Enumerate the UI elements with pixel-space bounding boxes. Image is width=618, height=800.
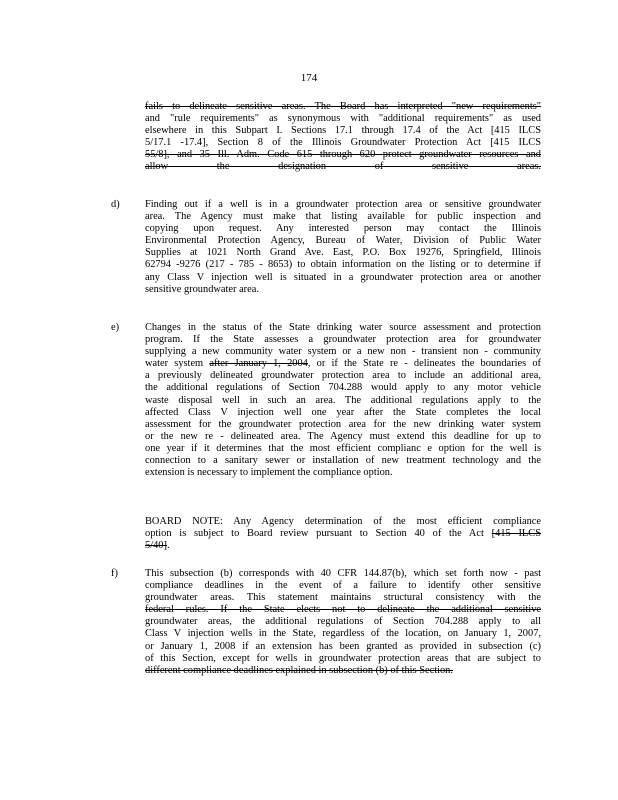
item-label-e: e) bbox=[111, 322, 120, 333]
text-line: program. If the State assesses a groundwater protection area for groundwater bbox=[145, 334, 541, 346]
text-span: water system bbox=[145, 358, 210, 370]
struck-text: federal rules. If the State elects not to delineate the additional sensitive bbox=[145, 604, 541, 616]
text-line: Supplies at 1021 North Grand Ave. East, P.O. Box 19276, Springfield, Illinois bbox=[145, 247, 541, 259]
text-line: or January 1, 2008 if an extension has been granted as provided in subsection (c) bbox=[145, 640, 541, 652]
text-line: one year if it determines that the most efficient complianc e option for the well is bbox=[145, 442, 541, 454]
text-line: Class V injection wells in the State, regardless of the location, on January 1, 2007, bbox=[145, 628, 541, 640]
text-line: waste disposal well in such an area. The additional regulations apply to the bbox=[145, 394, 541, 406]
text-line: 5/17.1 -17.4], Section 8 of the Illinois Groundwater Protection Act [415 ILCS bbox=[145, 137, 541, 149]
text-line: assessment for the groundwater protection area for the new drinking water system bbox=[145, 418, 541, 430]
item-label-d: d) bbox=[111, 199, 120, 210]
struck-text: 5/40] bbox=[145, 540, 167, 552]
paragraph-d bbox=[145, 199, 541, 296]
text-span: , or if the State re - delineates the boundaries of bbox=[307, 358, 541, 370]
text-line: of this Section, except for wells in groundwater protection areas that are subject to bbox=[145, 652, 541, 664]
page-number: 174 bbox=[300, 72, 318, 84]
text-line: copying upon request. Any interested person may contact the Illinois bbox=[145, 223, 541, 235]
text-line: connection to a sanitary sewer or installation of new treatment technology and the bbox=[145, 455, 541, 467]
text-line: Environmental Protection Agency, Bureau of Water, Division of Public Water bbox=[145, 235, 541, 247]
intro-paragraph bbox=[145, 101, 541, 174]
text-span: option is subject to Board review pursuant to Section 40 of the Act bbox=[145, 528, 492, 540]
text-line: extension is necessary to implement the compliance option. bbox=[145, 467, 393, 479]
board-note bbox=[145, 516, 541, 552]
text-line bbox=[145, 604, 541, 616]
text-line: area. The Agency must make that listing available for public inspection and bbox=[145, 211, 541, 223]
text-line bbox=[145, 665, 541, 677]
text-line: 55/8], and 35 Ill. Adm. Code 615 through 620 protect groundwater resources and bbox=[145, 149, 541, 161]
text-line: the additional regulations of Section 704.288 would apply to any motor vehicle bbox=[145, 382, 541, 394]
text-line: compliance deadlines in the event of a failure to identify other sensitive bbox=[145, 580, 541, 592]
text-line: 62794 -9276 (217 - 785 - 8653) to obtain information on the listing or to determine if bbox=[145, 259, 541, 271]
paragraph-e bbox=[145, 322, 541, 479]
text-line: groundwater areas. This statement maintains structural consistency with the bbox=[145, 592, 541, 604]
text-line: affected Class V injection well one year after the State completes the local bbox=[145, 406, 541, 418]
struck-text: different compliance deadlines explained in subsection (b) of this Section. bbox=[145, 664, 453, 676]
text-line: and "rule requirements" as synonymous with "additional requirements" as used bbox=[145, 113, 541, 125]
text-line: allow the designation of sensitive areas. bbox=[145, 161, 541, 173]
text-line: fails to delineate sensitive areas. The Board has interpreted "new requirements" bbox=[145, 101, 541, 112]
struck-text: after January 1, 2004 bbox=[209, 358, 308, 370]
text-line: BOARD NOTE: Any Agency determination of the most efficient compliance bbox=[145, 516, 541, 527]
text-line: elsewhere in this Subpart I. Sections 17.1 through 17.4 of the Act [415 ILCS bbox=[145, 125, 541, 137]
paragraph-f bbox=[145, 568, 541, 677]
item-label-f: f) bbox=[111, 568, 118, 579]
text-line bbox=[145, 528, 541, 540]
text-span: . bbox=[166, 540, 170, 552]
text-line bbox=[145, 540, 541, 552]
text-line: supplying a new community water system or a new non - transient non - community bbox=[145, 346, 541, 358]
text-line: a previously delineated groundwater protection area to include an additional area, bbox=[145, 370, 541, 382]
struck-text: [415 ILCS bbox=[491, 528, 541, 540]
text-line: sensitive groundwater area. bbox=[145, 283, 259, 295]
text-line bbox=[145, 358, 541, 370]
text-line: or the new re - delineated area. The Agency must extend this deadline for up to bbox=[145, 430, 541, 442]
text-line: groundwater areas, the additional regulations of Section 704.288 apply to all bbox=[145, 616, 541, 628]
text-line: Changes in the status of the State drinking water source assessment and protection bbox=[145, 322, 541, 333]
text-line: any Class V injection well is situated in a groundwater protection area or another bbox=[145, 271, 541, 283]
text-line: Finding out if a well is in a groundwater protection area or sensitive groundwater bbox=[145, 199, 541, 210]
text-line: This subsection (b) corresponds with 40 CFR 144.87(b), which set forth now - past bbox=[145, 568, 541, 579]
